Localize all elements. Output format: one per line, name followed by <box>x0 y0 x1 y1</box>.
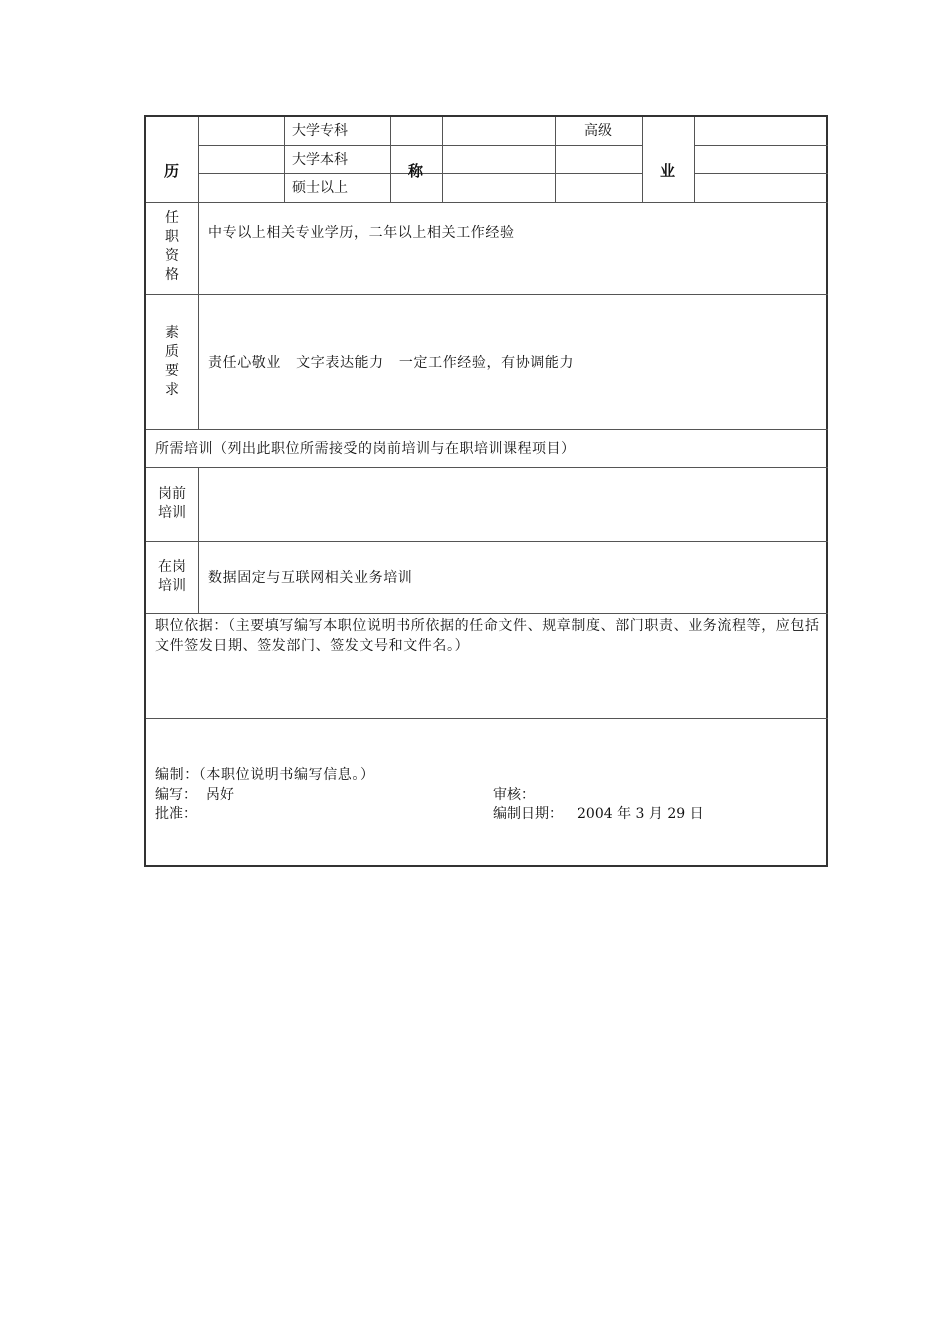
job-description-form <box>144 115 828 867</box>
section-divider <box>146 467 828 468</box>
reviewer-label: 审核： <box>493 787 535 803</box>
column-divider <box>284 117 285 202</box>
title-option: 高级 <box>584 123 612 139</box>
section-divider <box>146 202 828 203</box>
column-divider <box>198 467 199 613</box>
date-value: 2004 年 3 月 29 日 <box>577 806 704 822</box>
on-job-training-text: 数据固定与互联网相关业务培训 <box>208 570 413 586</box>
writer-value: 呙好 <box>206 787 234 803</box>
education-option: 大学本科 <box>292 152 348 168</box>
row-divider <box>694 145 828 146</box>
column-divider <box>198 117 199 202</box>
column-divider <box>555 117 556 202</box>
section-divider <box>146 294 828 295</box>
pre-job-training-label: 岗前培训 <box>158 486 186 521</box>
column-divider <box>390 117 391 202</box>
column-divider <box>694 117 695 202</box>
writer-label: 编写： <box>155 787 197 803</box>
education-label: 历 <box>164 162 180 180</box>
section-divider <box>146 613 828 614</box>
date-label: 编制日期： <box>493 806 563 822</box>
row-divider <box>442 173 642 174</box>
quality-label: 素质要求 <box>165 325 179 398</box>
title-label: 称 <box>408 162 424 180</box>
qualification-label: 任职资格 <box>165 210 179 283</box>
on-job-training-label: 在岗培训 <box>158 559 186 594</box>
column-divider <box>642 117 643 202</box>
row-divider <box>694 173 828 174</box>
profession-label: 业 <box>660 162 676 180</box>
compile-header: 编制：（本职位说明书编写信息。） <box>155 767 375 783</box>
quality-text: 责任心敬业 文字表达能力 一定工作经验，有协调能力 <box>208 355 575 371</box>
approver-label: 批准： <box>155 806 197 822</box>
row-divider <box>442 145 642 146</box>
column-divider <box>442 117 443 202</box>
section-divider <box>146 429 828 430</box>
section-divider <box>146 718 828 719</box>
row-divider <box>198 145 442 146</box>
qualification-text: 中专以上相关专业学历，二年以上相关工作经验 <box>208 225 515 241</box>
education-option: 大学专科 <box>292 123 348 139</box>
education-option: 硕士以上 <box>292 180 348 196</box>
row-divider <box>198 173 442 174</box>
training-header: 所需培训（列出此职位所需接受的岗前培训与在职培训课程项目） <box>155 441 576 457</box>
column-divider <box>198 202 199 429</box>
section-divider <box>146 541 828 542</box>
position-basis-text: 职位依据：（主要填写编写本职位说明书所依据的任命文件、规章制度、部门职责、业务流程等，应包括文件签发日期、签发部门、签发文号和文件名。） <box>155 618 820 654</box>
